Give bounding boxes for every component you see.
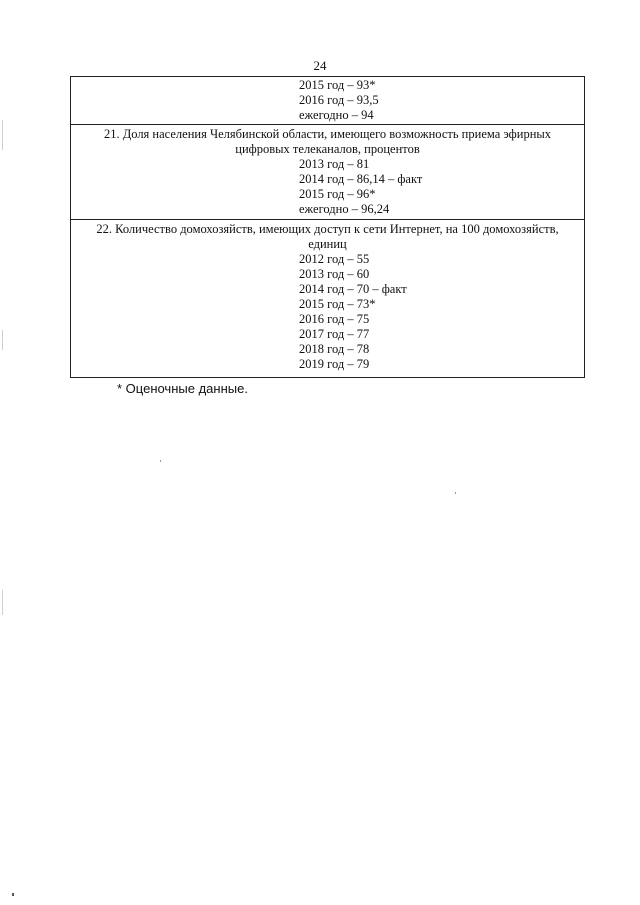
- block-22-line-8: 2019 год – 79: [299, 357, 370, 371]
- scan-edge-mark: [2, 120, 3, 150]
- block-22-line-5: 2016 год – 75: [299, 312, 370, 326]
- block-21-heading-line-1: 21. Доля населения Челябинской области, имеющего возможность приема эфирных: [103, 127, 552, 141]
- scan-edge-mark: [2, 590, 3, 615]
- block-22-line-6: 2017 год – 77: [299, 327, 370, 341]
- block-21-heading-line-2: цифровых телеканалов, процентов: [235, 142, 420, 156]
- scan-speck: [12, 893, 14, 896]
- block-22-heading-line-2: единиц: [308, 237, 347, 251]
- block-22-heading-line-1: 22. Количество домохозяйств, имеющих доступ к сети Интернет, на 100 домохозяйств,: [96, 222, 559, 236]
- block-22-line-1: 2012 год – 55: [299, 252, 370, 266]
- block-21-line-2: 2014 год – 86,14 – факт: [299, 172, 423, 186]
- footnote: * Оценочные данные.: [117, 381, 248, 396]
- indicators-table: [70, 76, 585, 378]
- block-22-line-4: 2015 год – 73*: [299, 297, 376, 311]
- block-20-line-1: 2015 год – 93*: [299, 78, 376, 92]
- block-divider: [71, 219, 584, 220]
- block-21-line-4: ежегодно – 96,24: [299, 202, 390, 216]
- block-22-line-2: 2013 год – 60: [299, 267, 370, 281]
- block-21-line-1: 2013 год – 81: [299, 157, 370, 171]
- scan-speck: [160, 460, 161, 462]
- block-22-line-7: 2018 год – 78: [299, 342, 370, 356]
- block-divider: [71, 124, 584, 125]
- scan-edge-mark: [2, 330, 3, 350]
- block-20-line-2: 2016 год – 93,5: [299, 93, 379, 107]
- block-20-line-3: ежегодно – 94: [299, 108, 374, 122]
- page-number: 24: [313, 58, 327, 73]
- scan-speck: [455, 492, 456, 494]
- block-21-line-3: 2015 год – 96*: [299, 187, 376, 201]
- block-22-line-3: 2014 год – 70 – факт: [299, 282, 407, 296]
